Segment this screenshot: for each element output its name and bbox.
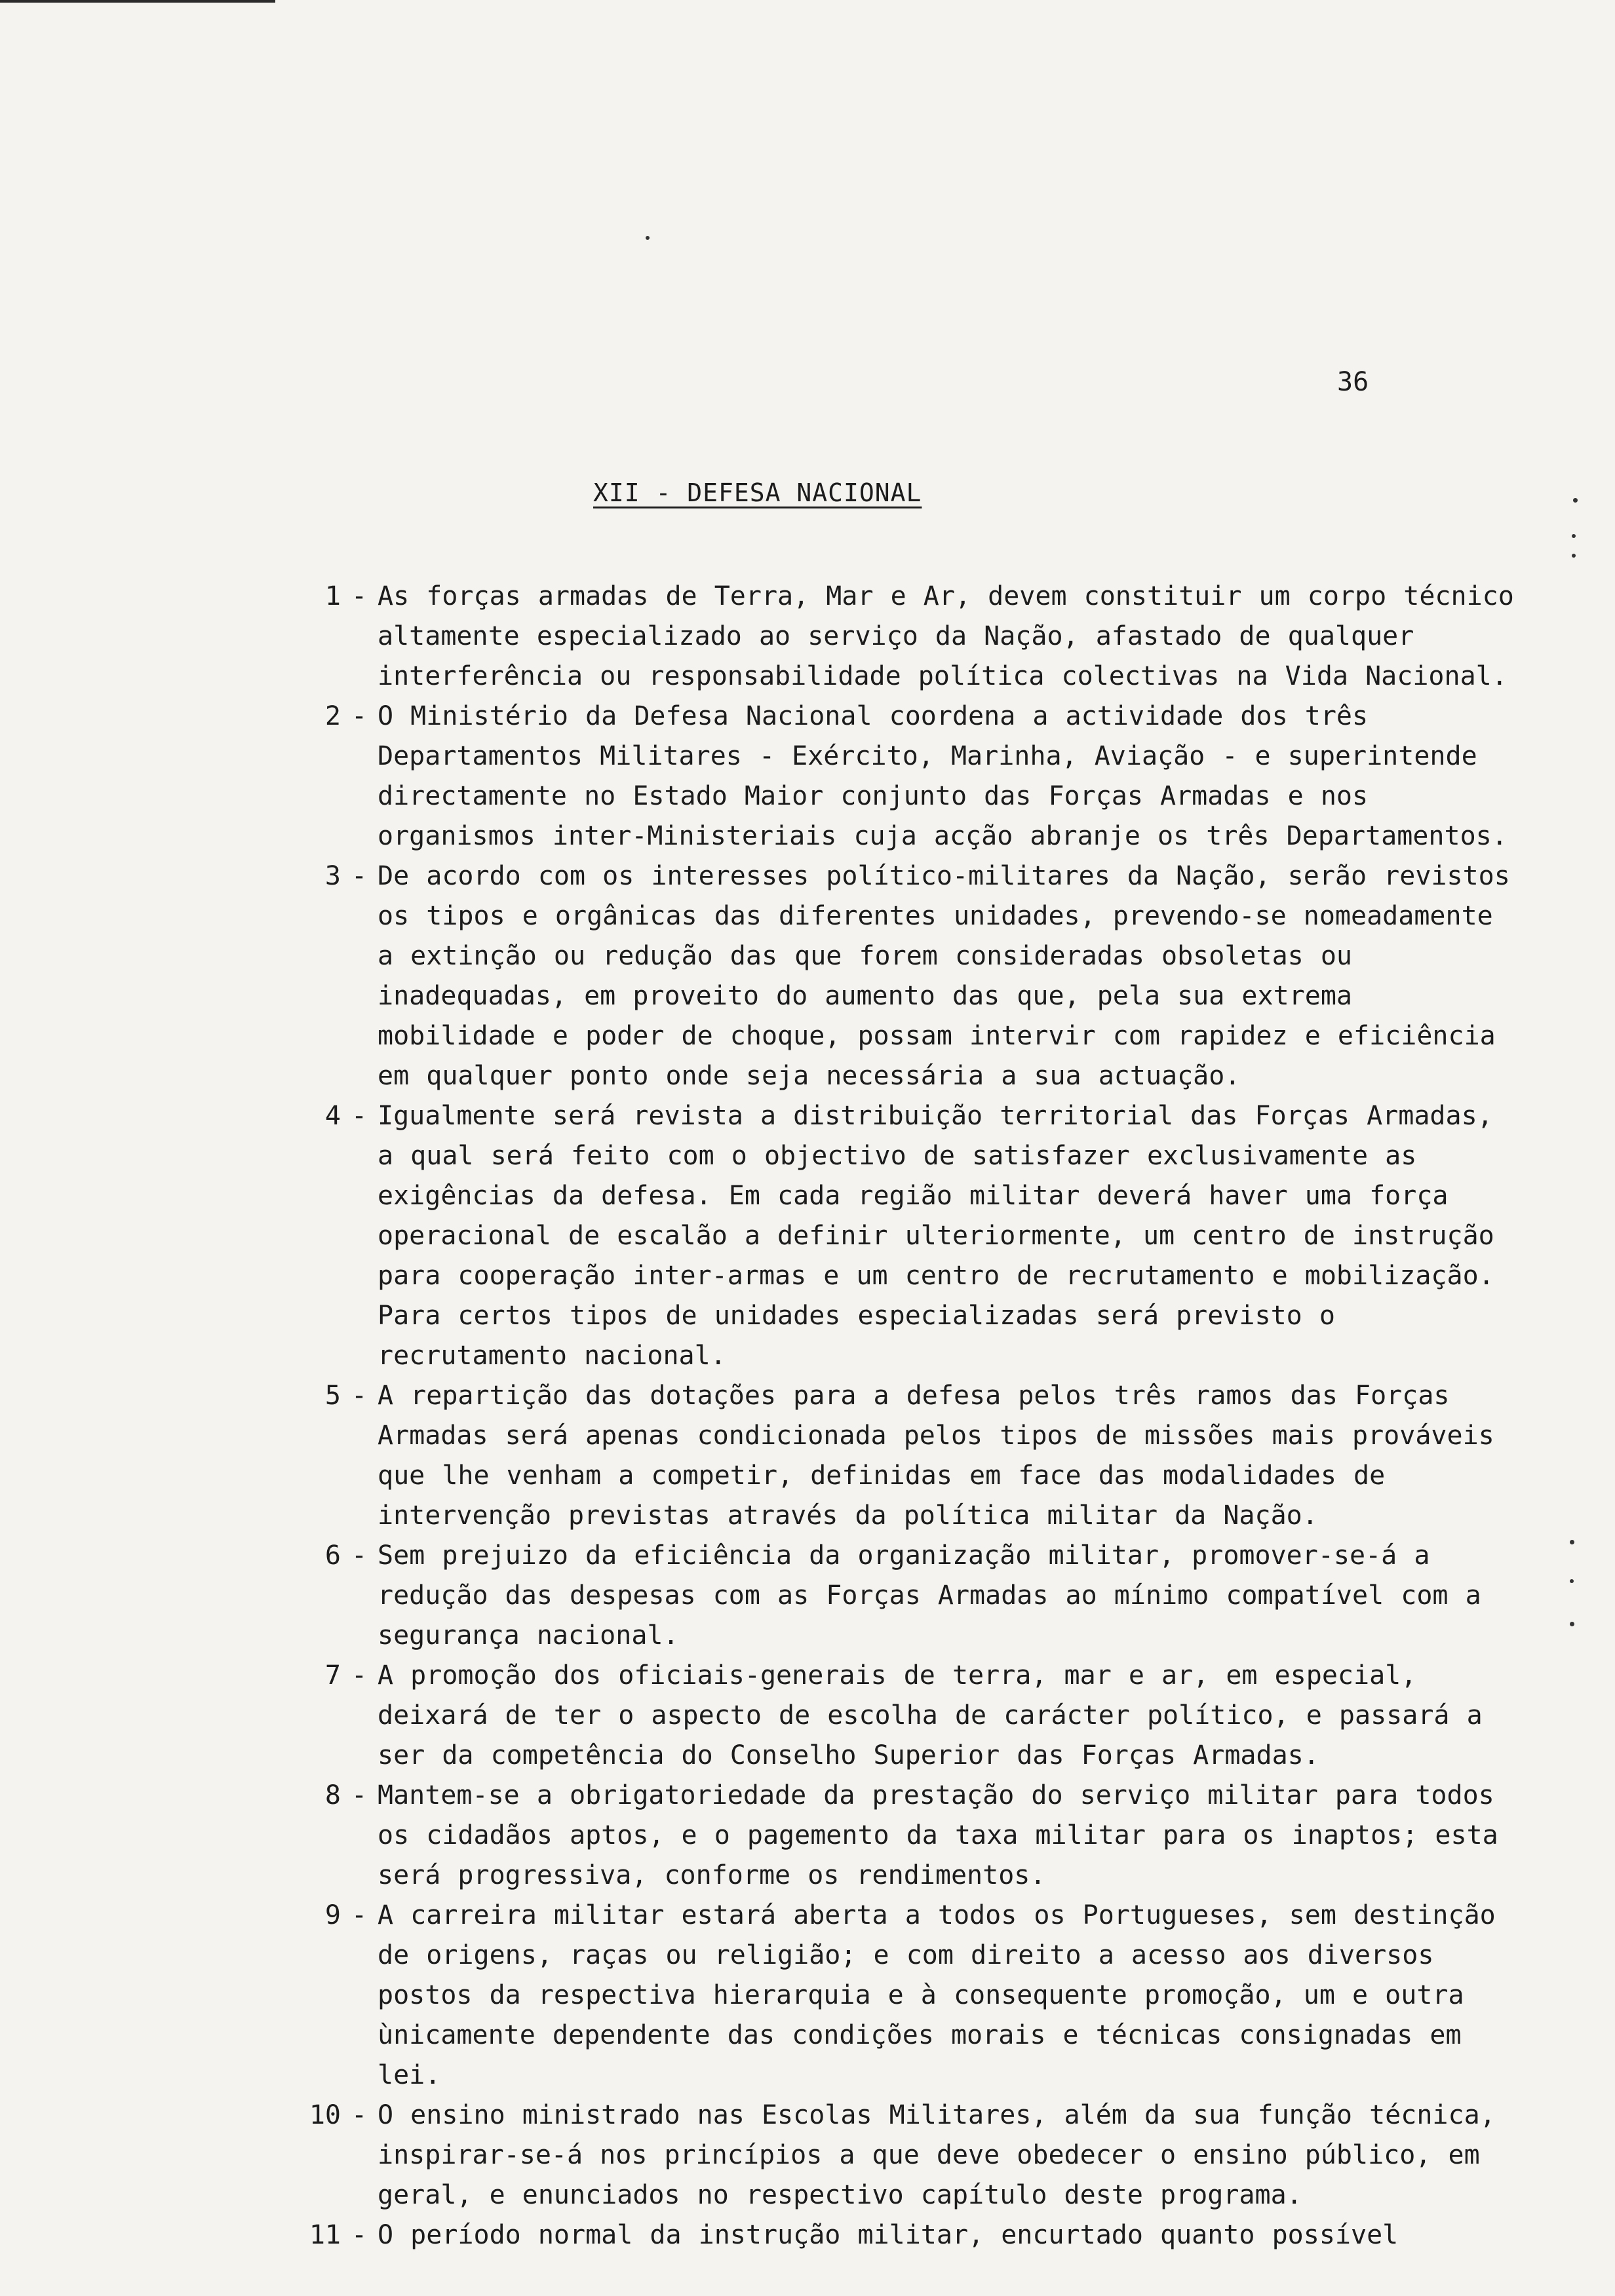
item-text: A carreira militar estará aberta a todos os Portugueses, sem destinção de origens, raças ou religião; e com direito a acesso aos diversos postos da respectiva hierarquia e à consequente promoção, um e outra ùnicamente dependente das condições morais e técnicas consignadas em lei. (378, 1900, 1496, 2090)
item-number: 9 (324, 1900, 341, 1930)
item-number: 1 (324, 581, 341, 611)
item-number: 3 (324, 861, 341, 891)
item-text: De acordo com os interesses político-militares da Nação, serão revistos os tipos e orgânicas das diferentes unidades, prevendo-se nomeadamente a extinção ou redução das que forem consideradas obsoletas ou inadequadas, em proveito do aumento das que, pela sua extrema mobilidade e poder de choque, possam intervir com rapidez e eficiência em qualquer ponto onde seja necessária a sua actuação. (378, 861, 1510, 1091)
item-dash: - (351, 1540, 368, 1571)
page-number: 36 (1337, 367, 1369, 397)
item-text: Mantem-se a obrigatoriedade da prestação do serviço militar para todos os cidadãos aptos, e o pagemento da taxa militar para os inaptos; esta será progressiva, conforme os rendimentos. (378, 1780, 1498, 1890)
item-dash: - (351, 1381, 368, 1411)
item-text: A promoção dos oficiais-generais de terra, mar e ar, em especial, deixará de ter o aspecto de escolha de carácter político, e passará a ser da competência do Conselho Superior das Forças Armadas. (378, 1660, 1483, 1770)
item-number: 8 (324, 1780, 341, 1810)
item-dash: - (351, 1101, 368, 1131)
list-item (249, 856, 1521, 1096)
item-text: O Ministério da Defesa Nacional coordena a actividade dos três Departamentos Militares - Exército, Marinha, Aviação - e superintende directamente no Estado Maior conjunto das Forças Armadas e nos organismos inter-Ministeriais cuja acção abranje os três Departamentos. (378, 701, 1508, 851)
item-dash: - (351, 1660, 368, 1691)
item-number: 7 (324, 1660, 341, 1691)
list-item (249, 2095, 1521, 2215)
item-text: As forças armadas de Terra, Mar e Ar, devem constituir um corpo técnico altamente especializado ao serviço da Nação, afastado de qualquer interferência ou responsabilidade política colectivas na Vida Nacional. (378, 581, 1514, 691)
item-dash: - (351, 861, 368, 891)
section-title: XII - DEFESA NACIONAL (593, 478, 922, 507)
item-dash: - (351, 2100, 368, 2130)
program-item-list (249, 577, 1521, 2255)
item-number: 11 (309, 2220, 341, 2250)
item-number: 5 (324, 1381, 341, 1411)
list-item (249, 1376, 1521, 1536)
scan-speck (1570, 1540, 1574, 1544)
item-dash: - (351, 2220, 368, 2250)
item-text: O ensino ministrado nas Escolas Militares, além da sua função técnica, inspirar-se-á nos princípios a que deve obedecer o ensino público, em geral, e enunciados no respectivo capítulo deste programa. (378, 2100, 1496, 2210)
top-edge-rule (0, 0, 275, 3)
list-item (249, 1096, 1521, 1376)
item-dash: - (351, 581, 368, 611)
scan-speck (1573, 498, 1578, 503)
item-text: Sem prejuizo da eficiência da organização militar, promover-se-á a redução das despesas com as Forças Armadas ao mínimo compatível com a segurança nacional. (378, 1540, 1481, 1651)
item-dash: - (351, 701, 368, 731)
scan-speck (646, 236, 650, 240)
item-number: 2 (324, 701, 341, 731)
scan-speck (1570, 1579, 1574, 1583)
item-number: 10 (309, 2100, 341, 2130)
list-item (249, 577, 1521, 697)
list-item (249, 1656, 1521, 1776)
item-dash: - (351, 1780, 368, 1810)
list-item (249, 1776, 1521, 1896)
list-item (249, 2215, 1521, 2255)
item-number: 6 (324, 1540, 341, 1571)
item-text: A repartição das dotações para a defesa pelos três ramos das Forças Armadas será apenas condicionada pelos tipos de missões mais prováveis que lhe venham a competir, definidas em face das modalidades de intervenção previstas através da política militar da Nação. (378, 1381, 1494, 1531)
item-text: O período normal da instrução militar, encurtado quanto possível (378, 2220, 1399, 2250)
item-number: 4 (324, 1101, 341, 1131)
list-item (249, 1536, 1521, 1656)
item-dash: - (351, 1900, 368, 1930)
item-text: Igualmente será revista a distribuição territorial das Forças Armadas, a qual será feito com o objectivo de satisfazer exclusivamente as exigências da defesa. Em cada região militar deverá haver uma força operacional de escalão a definir ulteriormente, um centro de instrução para cooperação inter-armas e um centro de recrutamento e mobilização. Para certos tipos de unidades especializadas será previsto o recrutamento nacional. (378, 1101, 1494, 1371)
list-item (249, 1896, 1521, 2095)
scan-speck (1572, 554, 1576, 558)
scan-speck (1572, 534, 1576, 538)
list-item (249, 697, 1521, 856)
scan-speck (1570, 1622, 1574, 1626)
